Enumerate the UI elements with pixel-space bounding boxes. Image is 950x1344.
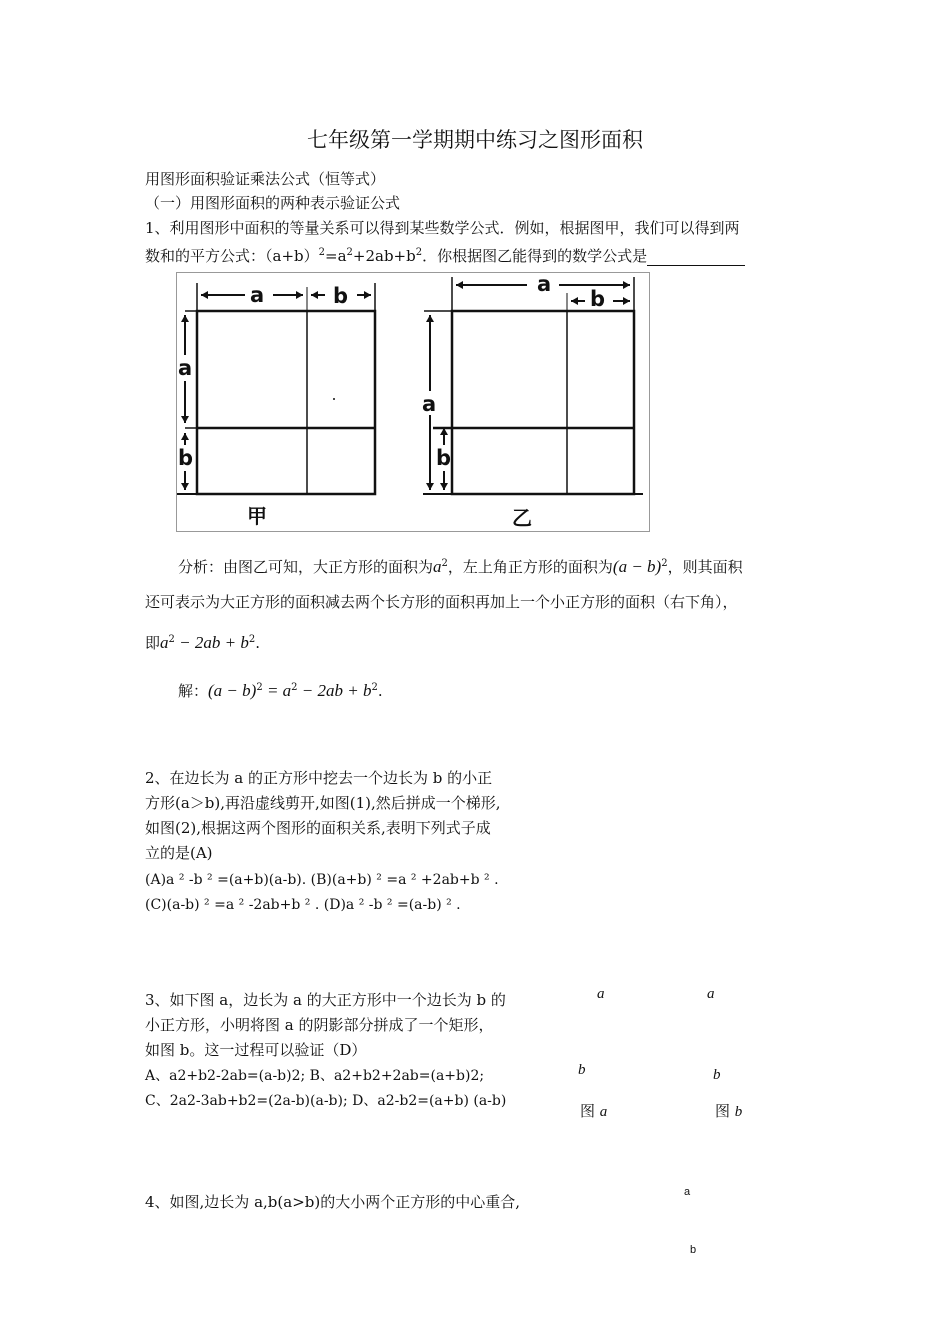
q1-solution xyxy=(178,678,383,701)
q4-fig-b-label: b xyxy=(690,1244,697,1256)
q3-option-line2: C、2a2-3ab+b2=(2a-b)(a-b); D、a2-b2=(a+b) (a-b) xyxy=(145,1093,507,1109)
right-side-a-label: a xyxy=(422,392,437,416)
solution-end: . xyxy=(377,682,383,700)
section-heading: 用图形面积验证乘法公式（恒等式） xyxy=(145,170,386,188)
q1-analysis-line2: 还可表示为大正方形的面积减去两个长方形的面积再加上一个小正方形的面积（右下角）， xyxy=(145,593,738,611)
analysis-text-a: 分析：由图乙可知，大正方形的面积为 xyxy=(178,558,434,576)
q1-exp3: 2 xyxy=(415,247,423,258)
q2-line4: 立的是(A) xyxy=(145,844,213,862)
q3-fig-a-caption xyxy=(580,1101,607,1122)
page-title: 七年级第一学期期中练习之图形面积 xyxy=(307,128,643,152)
analysis3-exp1: 2 xyxy=(168,634,175,645)
analysis3-math-b: − 2ab + b xyxy=(174,633,249,652)
right-top-a-label: a xyxy=(537,273,552,296)
left-side-b-label: b xyxy=(178,446,194,470)
q1-line1: 1、利用图形中面积的等量关系可以得到某些数学公式．例如，根据图甲，我们可以得到两 xyxy=(145,219,740,237)
analysis-exp2: 2 xyxy=(661,558,668,569)
q1-line2-d: ．你根据图乙能得到的数学公式是 xyxy=(422,247,648,265)
q3-line1: 3、如下图 a，边长为 a 的大正方形中一个边长为 b 的 xyxy=(145,991,506,1009)
q4-line1: 4、如图,边长为 a,b(a>b)的大小两个正方形的中心重合, xyxy=(145,1193,520,1211)
right-big-square xyxy=(452,311,634,494)
section-subheading: （一）用图形面积的两种表示验证公式 xyxy=(145,194,401,212)
answer-blank xyxy=(647,251,745,266)
analysis3-text: 即 xyxy=(145,634,161,652)
q1-line2-c: +2ab+b xyxy=(352,247,416,265)
q1-figure xyxy=(176,272,650,532)
q1-analysis-line1 xyxy=(178,554,743,577)
q3-fig-b-caption xyxy=(715,1101,742,1122)
q2-option-line1: (A)a ² -b ² =(a+b)(a-b). (B)(a+b) ² =a ² +2ab+b ² . xyxy=(145,872,499,888)
q1-analysis-line3 xyxy=(145,630,260,653)
analysis-text-c: ，则其面积 xyxy=(667,558,743,576)
q1-line2-b: =a xyxy=(325,247,347,265)
solution-math2: = a xyxy=(262,681,292,700)
right-side-b-label: b xyxy=(436,446,452,470)
q3-option-line1: A、a2+b2-2ab=(a-b)2; B、a2+b2+2ab=(a+b)2; xyxy=(145,1068,485,1084)
solution-exp2: 2 xyxy=(291,682,298,693)
q4-fig-a-label: a xyxy=(684,1186,691,1198)
left-top-a-label: a xyxy=(250,283,265,307)
q3-fig-a-caption-prefix: 图 xyxy=(580,1102,596,1120)
q2-line2: 方形(a＞b),再沿虚线剪开,如图(1),然后拼成一个梯形, xyxy=(145,794,501,812)
q2-line1: 2、在边长为 a 的正方形中挖去一个边长为 b 的小正 xyxy=(145,769,493,787)
solution-math3: − 2ab + b xyxy=(297,681,372,700)
q3-line3: 如图 b。这一过程可以验证（D） xyxy=(145,1041,367,1059)
q3-fig-b-caption-letter: b xyxy=(734,1104,743,1120)
left-caption: 甲 xyxy=(247,504,267,528)
q3-fig-b-side-label: b xyxy=(713,1067,721,1083)
q3-line2: 小正方形，小明将图 a 的阴影部分拼成了一个矩形， xyxy=(145,1016,494,1034)
solution-exp1: 2 xyxy=(256,682,263,693)
analysis3-exp2: 2 xyxy=(248,634,256,645)
q3-fig-b-caption-prefix: 图 xyxy=(715,1102,731,1120)
analysis-math-a: a xyxy=(433,557,442,576)
solution-label: 解： xyxy=(178,682,209,700)
q3-fig-a-side-label: b xyxy=(578,1062,586,1078)
q1-exp2: 2 xyxy=(346,247,353,258)
left-big-square xyxy=(197,311,375,494)
solution-math1: (a − b) xyxy=(208,681,257,700)
q3-fig-a-caption-letter: a xyxy=(599,1104,608,1120)
solution-exp3: 2 xyxy=(371,682,378,693)
q3-fig-a-top-label: a xyxy=(597,986,605,1002)
analysis-exp1: 2 xyxy=(441,558,448,569)
left-top-b-label: b xyxy=(333,284,349,308)
q1-line2 xyxy=(145,243,745,266)
left-side-a-label: a xyxy=(178,356,193,380)
q1-exp1: 2 xyxy=(318,247,325,258)
analysis3-end: . xyxy=(255,634,260,652)
analysis-text-b: ，左上角正方形的面积为 xyxy=(447,558,613,576)
analysis-math-b: (a − b) xyxy=(612,557,662,576)
q1-figure-svg xyxy=(177,273,649,531)
analysis3-math-a: a xyxy=(160,633,169,652)
q3-fig-b-top-label: a xyxy=(707,986,715,1002)
q2-line3: 如图(2),根据这两个图形的面积关系,表明下列式子成 xyxy=(145,819,491,837)
right-top-b-label: b xyxy=(590,287,606,311)
right-caption: 乙 xyxy=(512,506,532,530)
q2-option-line2: (C)(a-b) ² =a ² -2ab+b ² . (D)a ² -b ² =(a-b) ² . xyxy=(145,897,461,913)
q1-line2-a: 数和的平方公式：（a+b） xyxy=(145,247,319,265)
